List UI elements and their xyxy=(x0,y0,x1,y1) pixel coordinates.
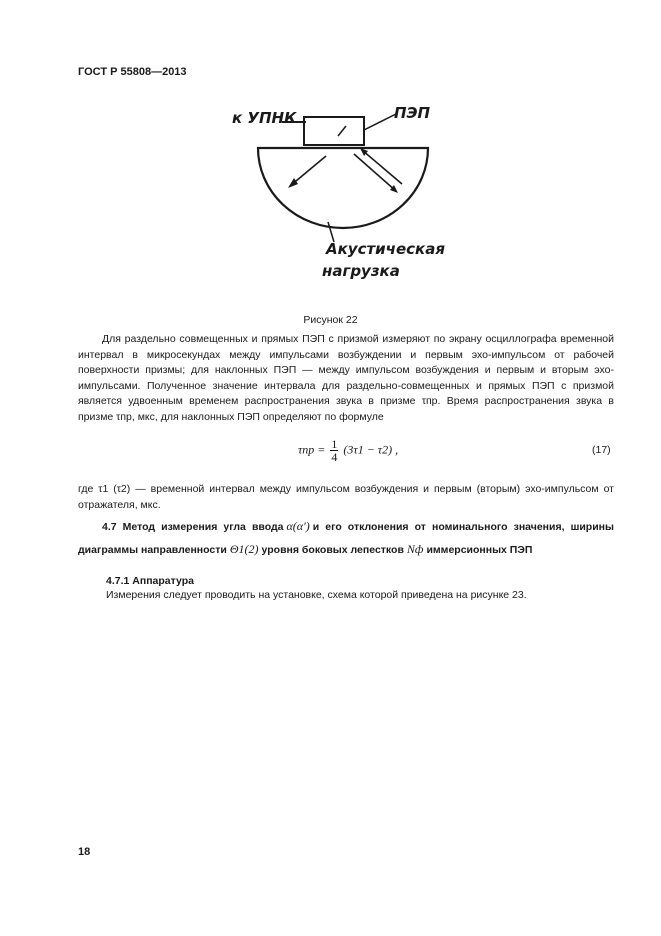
load-label-1: Акустическая xyxy=(326,240,445,258)
section-4-7-heading xyxy=(78,515,614,561)
arrowhead-left xyxy=(288,178,298,188)
equation-number: (17) xyxy=(592,444,611,456)
formula-fraction xyxy=(330,438,338,463)
pep-leader-line xyxy=(364,114,396,130)
paragraph-definition: где τ1 (τ2) — временной интервал между импульсом возбуждения и первым (вторым) эхо-импульсом от отражателя, мкс. xyxy=(78,483,614,511)
paragraph-measurement: Для раздельно совмещенных и прямых ПЭП с призмой измеряют по экрану осциллографа временной интервал в микросекундах между импульсами возбуждении и первым эхо-импульсом от рабочей поверхности призмы; для наклонных ПЭП — между импульсом возбуждения и первым и вторым эхо-импульсами. Полученное значение интервала для раздельно-совмещенных и прямых ПЭП с призмой является удвоенным временем распространения звука в призме τпр. Время распространения звука в призме τпр, мкс, для наклонных ПЭП определяют по формуле xyxy=(78,333,614,423)
section-4-7-1-title: 4.7.1 Аппаратура xyxy=(106,575,194,587)
load-leader-line xyxy=(328,222,334,242)
load-label-2: нагрузка xyxy=(322,262,400,280)
n-phi-symbol: Nф xyxy=(406,542,424,556)
formula-17 xyxy=(298,438,398,463)
upnk-label: к УПНК xyxy=(232,109,297,127)
fraction-numerator: 1 xyxy=(331,437,338,451)
angle-symbol: α(α′) xyxy=(286,519,310,533)
acoustic-load-shape xyxy=(258,148,428,228)
section-4-7-1-text: Измерения следует проводить на установке, схема которой приведена на рисунке 23. xyxy=(106,589,527,601)
document-header: ГОСТ Р 55808—2013 xyxy=(78,66,187,78)
section-4-7-part1: 4.7 Метод измерения угла ввода xyxy=(102,521,284,533)
section-4-7-part3: уровня боковых лепестков xyxy=(261,544,404,556)
transducer-element xyxy=(338,126,346,136)
pep-label: ПЭП xyxy=(394,104,431,122)
figure-22-diagram xyxy=(230,96,470,286)
transducer-body xyxy=(304,117,364,145)
formula-lhs: τпр = xyxy=(298,442,326,457)
section-4-7-part4: иммерсионных ПЭП xyxy=(426,544,533,556)
page-number: 18 xyxy=(78,846,91,858)
theta-symbol: Θ1(2) xyxy=(229,542,259,556)
figure-caption: Рисунок 22 xyxy=(303,314,358,326)
fraction-denominator: 4 xyxy=(331,450,338,464)
formula-rhs: (3τ1 − τ2) , xyxy=(343,442,399,457)
section-4-7-part2: и его отклонения от номинального значения, ширины диаграммы направленности xyxy=(78,521,614,556)
